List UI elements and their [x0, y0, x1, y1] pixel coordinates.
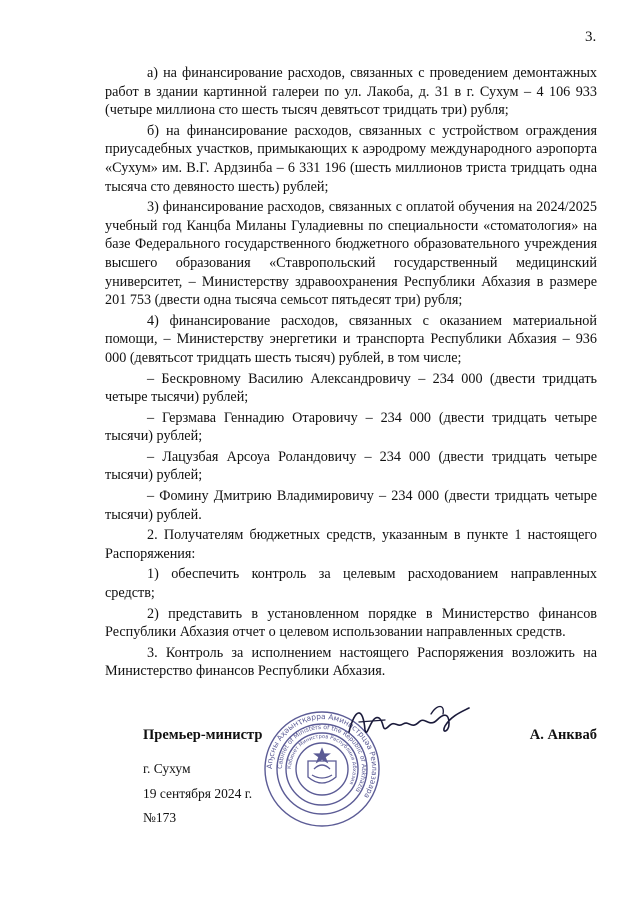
emblem-icon [308, 749, 336, 783]
stamp-middle-text: Cabinet of Ministers of the Republic of Abkhazia [276, 723, 368, 794]
footer-date: 19 сентября 2024 г. [143, 786, 253, 801]
stamp-outer-text: Аҧсны Аҳәынҭқарра Аминистрцәа Реилазаара [264, 711, 380, 801]
paragraph-4: 4) финансирование расходов, связанных с оказанием материальной помощи, – Министерству энергетики и транспорта Республики Абхазия – 936 000 (девятьсот тридцать шесть тысяч) рублей, в том числе; [105, 312, 597, 366]
handwritten-signature [345, 700, 475, 745]
clause-3: 3. Контроль за исполнением настоящего Распоряжения возложить на Министерство финансов Республики Абхазия. [105, 644, 597, 680]
footer-number: №173 [143, 810, 177, 825]
footer-city: г. Сухум [143, 761, 191, 776]
paragraph-3: 3) финансирование расходов, связанных с оплатой обучения на 2024/2025 учебный год Канцба Миланы Гуладиевны по специальности «стоматология» на базе Федерального государственного бюджетного образовательного учреждения высшего образования «Ставропольский государственный медицинский университет, – Министерству здравоохранения Республики Абхазия в размере 201 753 (двести одна тысяча семьсот пятьдесят три) рубля; [105, 199, 597, 309]
clause-2-item-2: 2) представить в установленном порядке в Министерство финансов Республики Абхазия отчет о целевом использовании направленных средств. [105, 605, 597, 641]
signatory-name: А. Анкваб [529, 727, 597, 743]
stamp-inner-text: Кабинет Министров Республики Абхазия [286, 733, 358, 786]
signatory-position: Премьер-министр [143, 727, 263, 743]
recipient-item: – Лацузбая Арсоуа Роландовичу – 234 000 (двести тридцать четыре тысячи) рублей; [105, 448, 597, 484]
clause-2: 2. Получателям бюджетных средств, указанным в пункте 1 настоящего Распоряжения: [105, 527, 597, 562]
document-body [105, 64, 597, 683]
paragraph-1b: б) на финансирование расходов, связанных с устройством ограждения приусадебных участков, примыкающих к аэродрому международного аэропорта «Сухум» им. В.Г. Ардзинба – 6 331 196 (шесть миллионов триста тридцать одна тысяча сто девяносто шесть) рублей; [105, 122, 597, 195]
recipient-item: – Бескровному Василию Александровичу – 234 000 (двести тридцать четыре тысячи) рублей; [105, 370, 597, 406]
paragraph-1a: а) на финансирование расходов, связанных с проведением демонтажных работ в здании картинной галереи по ул. Лакоба, д. 31 в г. Сухум – 4 106 933 (четыре миллиона сто шесть тысяч девятьсот тридцать три) рубля; [105, 65, 597, 119]
page-number: 3. [585, 29, 597, 45]
clause-2-item-1: 1) обеспечить контроль за целевым расходованием направленных средств; [105, 566, 597, 602]
recipient-item: – Фомину Дмитрию Владимировичу – 234 000 (двести тридцать четыре тысячи) рублей. [105, 488, 597, 523]
recipient-item: – Герзмава Геннадию Отаровичу – 234 000 (двести тридцать четыре тысячи) рублей; [105, 409, 597, 445]
